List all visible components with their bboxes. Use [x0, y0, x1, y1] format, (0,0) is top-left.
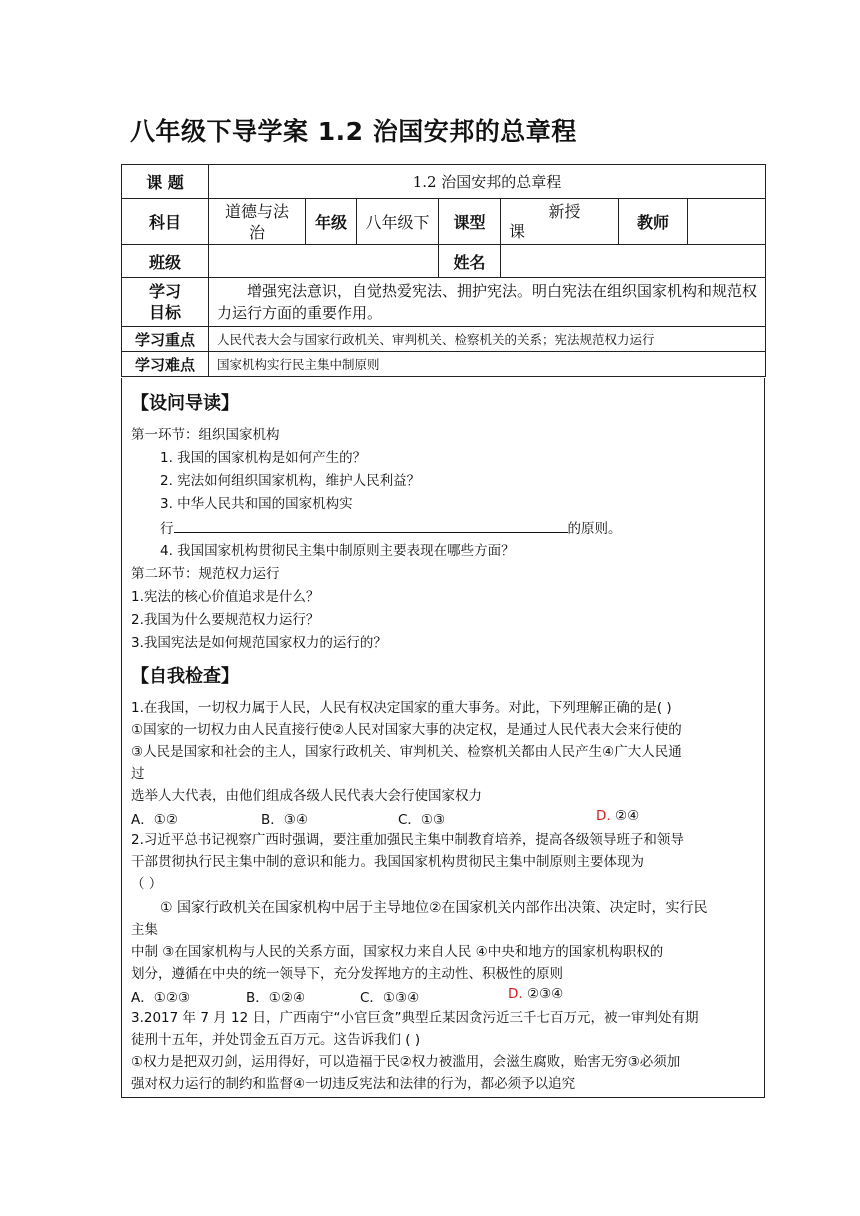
- guide-question-1: 1. 我国的国家机构是如何产生的？: [160, 450, 367, 466]
- check-q2-line7: 划分，遵循在中央的统一领导下，充分发挥地方的主动性、积极性的原则: [131, 966, 563, 982]
- guide-point-3: 3.我国宪法是如何规范国家权力的运行的？: [131, 635, 387, 651]
- check-q3-line4: 强对权力运行的制约和监督④一切违反宪法和法律的行为，都必须予以追究: [131, 1076, 576, 1092]
- answer-d-text: ②④: [610, 808, 640, 824]
- answer-d-text-2: ②③④: [522, 986, 564, 1002]
- check-q1-option-c: C．①③: [398, 812, 446, 828]
- guide-question-2: 2. 宪法如何组织国家机构，维护人民利益？: [160, 473, 421, 489]
- document-title: 八年级下导学案 1.2 治国安邦的总章程: [130, 117, 577, 146]
- check-q2-option-d: [508, 986, 563, 1002]
- check-q2-option-b: B．①②④: [246, 990, 306, 1006]
- difficulty-text: 国家机构实行民主集中制原则: [209, 352, 766, 377]
- goal-label-line1: 学习: [148, 282, 181, 301]
- guide-point-2: 2.我国为什么要规范权力运行？: [131, 612, 320, 628]
- check-q1-line3: ③人民是国家和社会的主人，国家行政机关、审判机关、检察机关都由人民产生④广大人民通: [131, 744, 682, 760]
- type-label: 课型: [439, 199, 501, 245]
- check-q2-line4: ① 国家行政机关在国家机构中居于主导地位②在国家机关内部作出决策、决定时，实行民: [160, 900, 708, 916]
- topic-value: 1.2 治国安邦的总章程: [209, 165, 766, 199]
- check-q2-option-c: C．①③④: [360, 990, 420, 1006]
- check-q1-line4: 过: [131, 766, 145, 782]
- check-q2-line1: 2.习近平总书记视察广西时强调，要注重加强民主集中制教育培养，提高各级领导班子和领导: [131, 832, 684, 848]
- check-q1-option-a: A．①②: [131, 812, 178, 828]
- check-q2-line6: 中制 ③在国家机构与人民的关系方面，国家权力来自人民 ④中央和地方的国家机构职权的: [131, 944, 664, 960]
- type-value: [501, 199, 619, 245]
- check-q2-line3: （ ）: [131, 876, 163, 892]
- topic-label: 课 题: [122, 165, 209, 199]
- goal-label: [122, 278, 209, 327]
- subject-value: [209, 199, 306, 245]
- check-q3-line2: 徒刑十五年，并处罚金五百万元。这告诉我们 ( ): [131, 1032, 421, 1048]
- goal-label-line2: 目标: [148, 303, 181, 322]
- guide-question-3-blank-line: [160, 518, 622, 539]
- type-value-line2: 课: [509, 221, 526, 241]
- grade-label: 年级: [306, 199, 357, 245]
- content-box: [121, 378, 765, 1098]
- name-value[interactable]: [501, 245, 766, 278]
- class-label: 班级: [122, 245, 209, 278]
- difficulty-label: 学习难点: [122, 352, 209, 377]
- check-q1-line2: ①国家的一切权力由人民直接行使②人民对国家大事的决定权，是通过人民代表大会来行使的: [131, 722, 682, 738]
- course-info-table: [121, 164, 766, 377]
- grade-value: 八年级下: [357, 199, 439, 245]
- guide-question-3: 3. 中华人民共和国的国家机构实: [160, 496, 353, 512]
- goal-text: 增强宪法意识，自觉热爱宪法、拥护宪法。明白宪法在组织国家机构和规范权力运行方面的重要作用。: [209, 278, 766, 327]
- check-q1-line1: 1.在我国，一切权力属于人民，人民有权决定国家的重大事务。对此，下列理解正确的是( ): [131, 700, 672, 716]
- focus-text: 人民代表大会与国家行政机关、审判机关、检察机关的关系；宪法规范权力运行: [209, 327, 766, 352]
- fill-in-blank[interactable]: [174, 518, 568, 533]
- check-heading: 【自我检查】: [131, 666, 239, 687]
- blank-suffix: 的原则。: [567, 521, 622, 537]
- check-q1-option-d: [596, 808, 639, 824]
- check-q2-line2: 干部贯彻执行民主集中制的意识和能力。我国国家机构贯彻民主集中制原则主要体现为: [131, 854, 644, 870]
- teacher-label: 教师: [619, 199, 688, 245]
- blank-prefix: 行: [160, 521, 174, 537]
- check-q3-line1: 3.2017 年 7 月 12 日，广西南宁“小官巨贪”典型丘某因贪污近三千七百万元，被一审判处有期: [131, 1010, 699, 1026]
- subject-value-line1: 道德与法: [224, 201, 289, 221]
- check-q1-option-b: B．③④: [261, 812, 308, 828]
- subject-value-line2: 治: [248, 222, 265, 242]
- guide-section-1: 第一环节：组织国家机构: [131, 427, 280, 443]
- check-q1-line5: 选举人大代表，由他们组成各级人民代表大会行使国家权力: [131, 788, 482, 804]
- check-q2-line5: 主集: [131, 922, 158, 938]
- check-q3-line3: ①权力是把双刃剑，运用得好，可以造福于民②权力被滥用，会滋生腐败，贻害无穷③必须加: [131, 1054, 681, 1070]
- guide-question-4: 4. 我国国家机构贯彻民主集中制原则主要表现在哪些方面？: [160, 543, 515, 559]
- subject-label: 科目: [122, 199, 209, 245]
- answer-d-letter: D.: [596, 808, 611, 824]
- type-value-line1: 新授: [548, 201, 581, 221]
- class-value[interactable]: [209, 245, 439, 278]
- check-q2-option-a: A．①②③: [131, 990, 191, 1006]
- answer-d-letter-2: D.: [508, 986, 523, 1002]
- guide-point-1: 1.宪法的核心价值追求是什么？: [131, 589, 320, 605]
- teacher-value[interactable]: [688, 199, 766, 245]
- name-label: 姓名: [439, 245, 501, 278]
- guide-section-2: 第二环节：规范权力运行: [131, 566, 280, 582]
- guide-heading: 【设问导读】: [131, 393, 239, 414]
- focus-label: 学习重点: [122, 327, 209, 352]
